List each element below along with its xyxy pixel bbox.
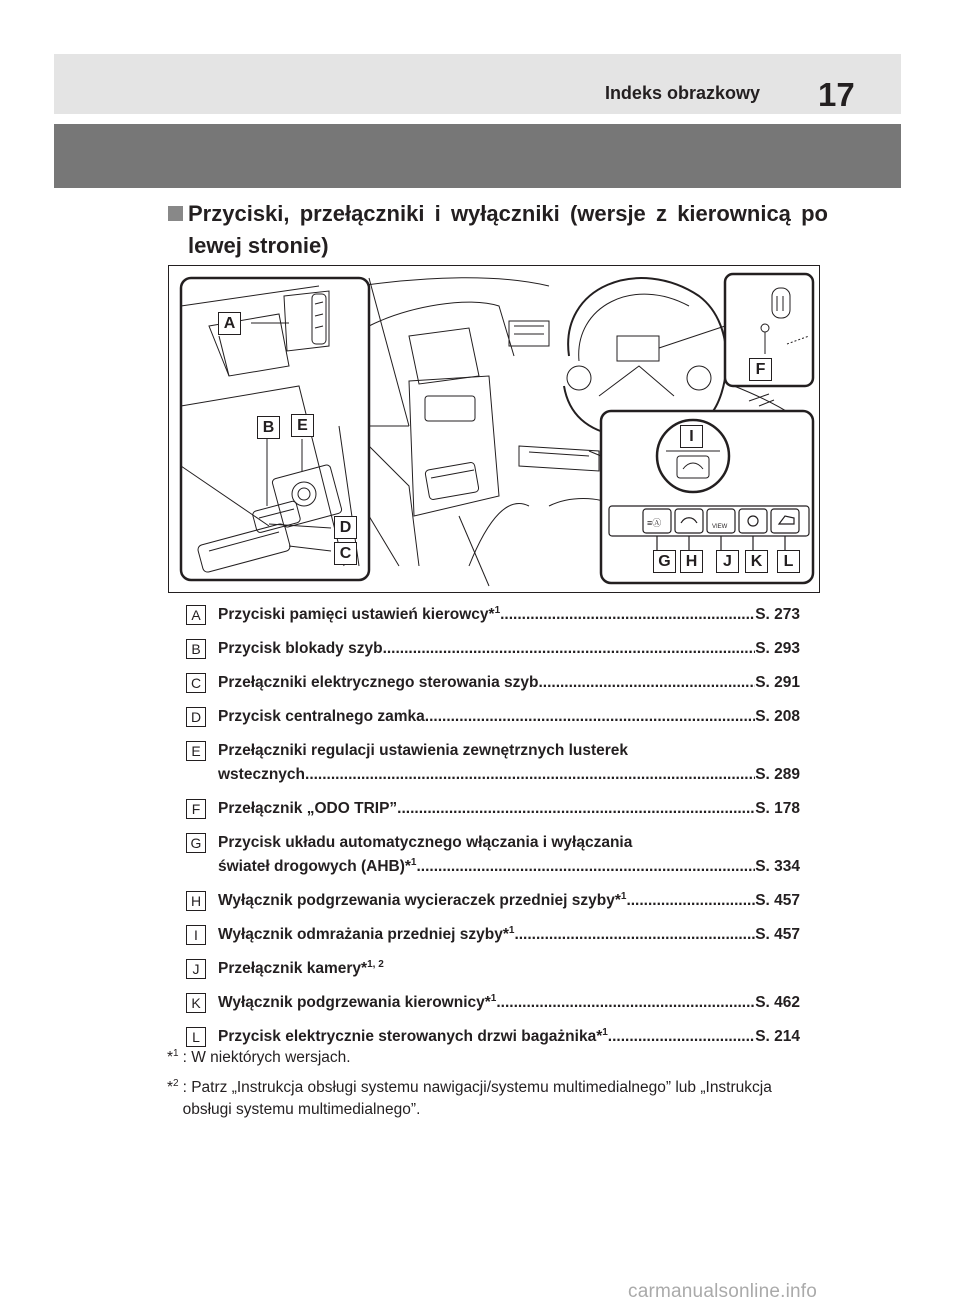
page-ref-link[interactable]: S. 334 xyxy=(755,858,800,875)
footnote-number: 2 xyxy=(173,1077,179,1089)
legend-row-d xyxy=(186,705,800,729)
legend-sup: 1 xyxy=(508,924,515,936)
legend-text: Przycisk blokady szyb xyxy=(218,640,383,657)
legend-row-l xyxy=(186,1025,800,1049)
legend-key: D xyxy=(186,707,206,727)
callout-c: C xyxy=(334,542,357,565)
legend-key: A xyxy=(186,605,206,625)
legend-text: Przełącznik kamery* xyxy=(218,960,368,977)
callout-f: F xyxy=(749,358,772,381)
legend-key: F xyxy=(186,799,206,819)
legend-row-e xyxy=(186,739,800,787)
legend-text: Wyłącznik podgrzewania wycieraczek przedniej szyby* xyxy=(218,892,621,909)
callout-i: I xyxy=(680,425,703,448)
section-title: Indeks obrazkowy xyxy=(604,83,760,103)
legend-text-line1: Przycisk układu automatycznego włączania i wyłączania xyxy=(218,834,633,851)
page-number: 17 xyxy=(818,76,855,113)
legend-row-h xyxy=(186,889,800,913)
legend-sup: 1 xyxy=(494,604,501,616)
page-ref-link[interactable]: S. 289 xyxy=(755,766,800,783)
heading-bullet-icon xyxy=(168,206,183,221)
header-band xyxy=(54,54,901,114)
callout-k: K xyxy=(745,550,768,573)
legend-text: Przyciski pamięci ustawień kierowcy* xyxy=(218,606,495,623)
page-ref-link[interactable]: S. 291 xyxy=(755,674,800,691)
legend-text: wstecznych xyxy=(218,766,306,783)
subsection-heading xyxy=(168,198,828,262)
legend-key: H xyxy=(186,891,206,911)
legend-row-k xyxy=(186,991,800,1015)
legend-text: Wyłącznik odmrażania przedniej szyby* xyxy=(218,926,509,943)
page-ref-link[interactable]: S. 457 xyxy=(755,892,800,909)
footnote-2 xyxy=(167,1077,807,1121)
footnote-1 xyxy=(167,1047,807,1069)
legend-sup: 1 xyxy=(620,890,627,902)
page-ref-link[interactable]: S. 178 xyxy=(755,800,800,817)
page-ref-link[interactable]: S. 457 xyxy=(755,926,800,943)
section-band xyxy=(54,124,901,188)
legend-key: B xyxy=(186,639,206,659)
callout-j: J xyxy=(716,550,739,573)
legend-key: C xyxy=(186,673,206,693)
legend-key: E xyxy=(186,741,206,761)
page-ref-link[interactable]: S. 273 xyxy=(755,606,800,623)
legend-row-b xyxy=(186,637,800,661)
dashboard-illustration xyxy=(168,265,820,593)
legend-sup: 1 xyxy=(410,856,417,868)
legend-sup: 1, 2 xyxy=(367,958,384,970)
callout-e: E xyxy=(291,414,314,437)
page-ref-link[interactable]: S. 462 xyxy=(755,994,800,1011)
legend-text-line1: Przełączniki regulacji ustawienia zewnętrznych lusterek xyxy=(218,742,629,759)
watermark: carmanualsonline.info xyxy=(628,1281,818,1302)
legend-text: świateł drogowych (AHB)* xyxy=(218,858,411,875)
callout-b: B xyxy=(257,416,280,439)
legend-text: Wyłącznik podgrzewania kierownicy* xyxy=(218,994,491,1011)
view-icon-label: VIEW xyxy=(712,524,728,530)
footnote-text: : Patrz „Instrukcja obsługi systemu nawigacji/systemu multimedialnego” lub „Instrukcja obsługi systemu multimedialnego”. xyxy=(182,1079,772,1118)
legend-row-c xyxy=(186,671,800,695)
heading-text: Przyciski, przełączniki i wyłączniki (wersje z kierownicą po lewej stronie) xyxy=(188,201,828,258)
legend-row-j xyxy=(186,957,800,981)
legend-row-i xyxy=(186,923,800,947)
legend-list xyxy=(186,603,800,1059)
callout-a: A xyxy=(218,312,241,335)
legend-text: Przycisk centralnego zamka xyxy=(218,708,425,725)
footnote-mark: * xyxy=(167,1049,174,1066)
callout-l: L xyxy=(777,550,800,573)
callout-h: H xyxy=(680,550,703,573)
callout-g: G xyxy=(653,550,676,573)
legend-text: Przełącznik „ODO TRIP” xyxy=(218,800,398,817)
legend-key: G xyxy=(186,833,206,853)
legend-key: K xyxy=(186,993,206,1013)
footnote-mark: * xyxy=(167,1079,174,1096)
legend-key: I xyxy=(186,925,206,945)
legend-key: J xyxy=(186,959,206,979)
legend-text: Przycisk elektrycznie sterowanych drzwi bagażnika* xyxy=(218,1028,603,1045)
legend-key: L xyxy=(186,1027,206,1047)
legend-row-f xyxy=(186,797,800,821)
footnote-number: 1 xyxy=(173,1047,179,1059)
legend-sup: 1 xyxy=(490,992,497,1004)
page-ref-link[interactable]: S. 293 xyxy=(755,640,800,657)
page-ref-link[interactable]: S. 208 xyxy=(755,708,800,725)
footnotes xyxy=(167,1047,807,1129)
svg-text:≡Ⓐ: ≡Ⓐ xyxy=(647,518,662,528)
callout-d: D xyxy=(334,516,357,539)
legend-row-g xyxy=(186,831,800,879)
page-ref-link[interactable]: S. 214 xyxy=(755,1028,800,1045)
legend-sup: 1 xyxy=(602,1026,608,1038)
legend-text: Przełączniki elektrycznego sterowania szyb xyxy=(218,674,539,691)
footnote-text: : W niektórych wersjach. xyxy=(182,1049,351,1066)
legend-row-a xyxy=(186,603,800,627)
